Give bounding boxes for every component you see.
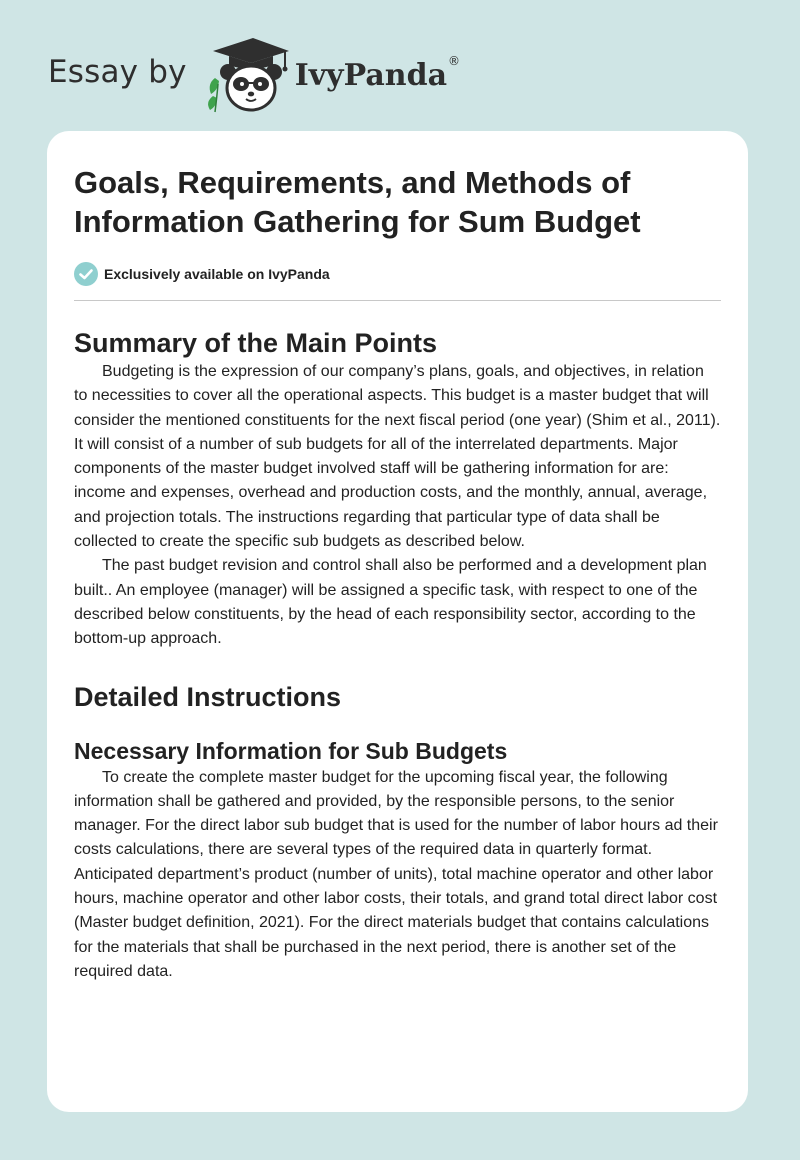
- check-circle-icon: [74, 262, 98, 286]
- instructions-paragraph-1: To create the complete master budget for the upcoming fiscal year, the following information shall be gathered and provided, by the responsible persons, to the senior manager. For the direct labor sub budget that is used for the number of labor hours ad their costs calculations, there are several types of the required data in quarterly format. Anticipated department’s product (number of units), total machine operator and other labor hours, machine operator and other labor costs, their totals, and grand total direct labor cost (Master budget definition, 2021). For the direct materials budget that contains calculations for the materials that shall be purchased in the next period, there is another set of the required data.: [74, 768, 718, 980]
- exclusive-label: Exclusively available on IvyPanda: [104, 266, 330, 282]
- panda-graduate-logo-icon[interactable]: [203, 34, 291, 114]
- brand-header: [48, 34, 460, 114]
- brand-prefix: Essay by: [48, 54, 187, 90]
- exclusive-badge: [74, 261, 721, 287]
- registered-mark: ®: [448, 54, 461, 68]
- section-heading-detailed-instructions: Detailed Instructions: [74, 681, 342, 712]
- article-title: Goals, Requirements, and Methods of Information Gathering for Sum Budget: [74, 165, 641, 239]
- summary-paragraph-1: Budgeting is the expression of our company’s plans, goals, and objectives, in relation to necessities to cover all the operational aspects. This budget is a master budget that will consider the mentioned constituents for the next fiscal period (one year) (Shim et al., 2011). It will consist of a number of sub budgets for all of the interrelated departments. Major components of the master budget involved staff will be gathering information for are: income and expenses, overhead and production costs, and the monthly, annual, average, and projection totals. The instructions regarding that particular type of data shall be collected to create the specific sub budgets as described below.: [74, 363, 721, 551]
- summary-paragraph-2: The past budget revision and control shall also be performed and a development plan built.. An employee (manager) will be assigned a specific task, with respect to one of the described below constituents, by the head of each responsibility sector, according to the bottom-up approach.: [74, 557, 707, 648]
- article-card: [47, 131, 748, 1112]
- section-heading-summary: Summary of the Main Points: [74, 328, 438, 358]
- brand-name: IvyPanda: [294, 57, 448, 93]
- subheading-necessary-information: Necessary Information for Sub Budgets: [74, 737, 508, 764]
- divider: [74, 300, 721, 301]
